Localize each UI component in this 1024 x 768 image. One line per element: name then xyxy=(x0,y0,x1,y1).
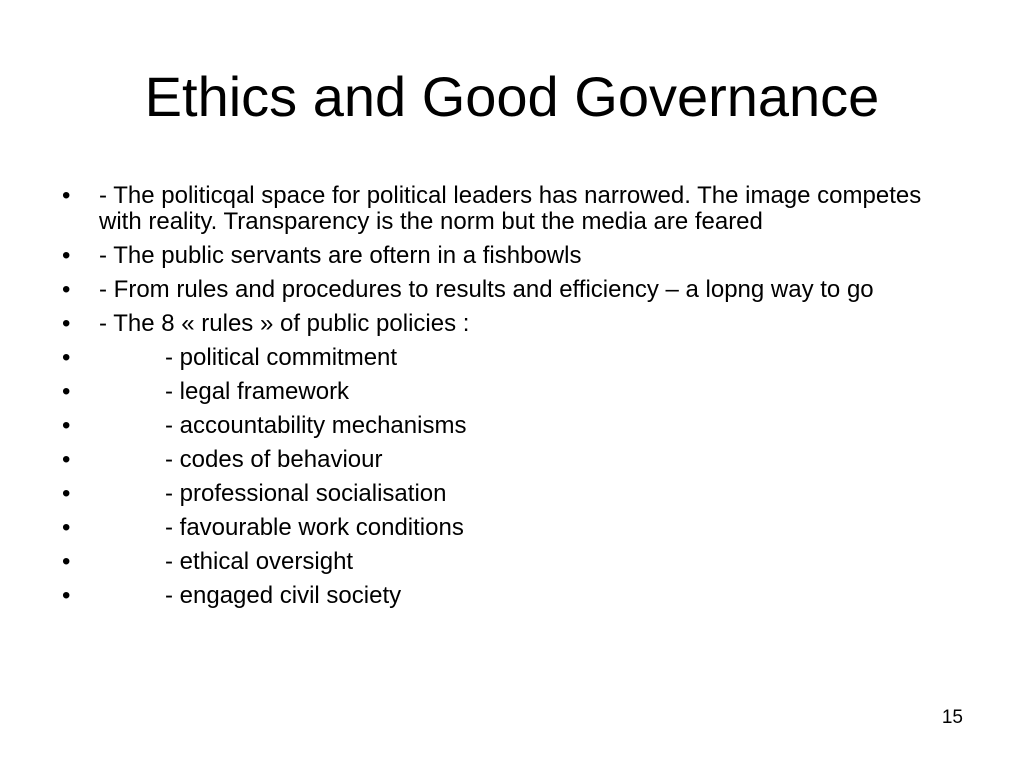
bullet-item-sub xyxy=(62,413,962,439)
slide-title: Ethics and Good Governance xyxy=(144,65,880,128)
bullet-text: - The 8 « rules » of public policies : xyxy=(99,310,470,337)
bullet-text: - The public servants are oftern in a fishbowls xyxy=(99,242,582,269)
bullet-icon: • xyxy=(62,514,71,541)
bullet-icon: • xyxy=(62,412,71,439)
bullet-item-sub xyxy=(62,447,962,473)
bullet-item xyxy=(62,183,962,235)
bullet-list xyxy=(62,183,962,617)
bullet-text: - ethical oversight xyxy=(165,548,354,575)
bullet-icon: • xyxy=(62,344,71,371)
bullet-item-sub xyxy=(62,549,962,575)
bullet-text: - engaged civil society xyxy=(165,582,402,609)
bullet-item-sub xyxy=(62,481,962,507)
bullet-item-sub xyxy=(62,345,962,371)
bullet-item xyxy=(62,311,962,337)
bullet-text: - professional socialisation xyxy=(165,480,447,507)
bullet-text: - codes of behaviour xyxy=(165,446,383,473)
bullet-item xyxy=(62,243,962,269)
bullet-icon: • xyxy=(62,182,71,209)
bullet-icon: • xyxy=(62,446,71,473)
bullet-text: - The politicqal space for political leaders has narrowed. The image competes with reality. Transparency is the norm but the media are feared xyxy=(99,182,922,235)
bullet-item-sub xyxy=(62,515,962,541)
bullet-text: - accountability mechanisms xyxy=(165,412,467,439)
bullet-icon: • xyxy=(62,582,71,609)
bullet-icon: • xyxy=(62,276,71,303)
bullet-icon: • xyxy=(62,378,71,405)
bullet-text: - legal framework xyxy=(165,378,350,405)
bullet-item-sub xyxy=(62,583,962,609)
bullet-text: - political commitment xyxy=(165,344,398,371)
bullet-item-sub xyxy=(62,379,962,405)
bullet-text: - favourable work conditions xyxy=(165,514,464,541)
bullet-icon: • xyxy=(62,310,71,337)
page-number: 15 xyxy=(941,707,963,728)
bullet-text: - From rules and procedures to results and efficiency – a lopng way to go xyxy=(99,276,874,303)
bullet-icon: • xyxy=(62,480,71,507)
bullet-icon: • xyxy=(62,548,71,575)
bullet-item xyxy=(62,277,962,303)
bullet-icon: • xyxy=(62,242,71,269)
